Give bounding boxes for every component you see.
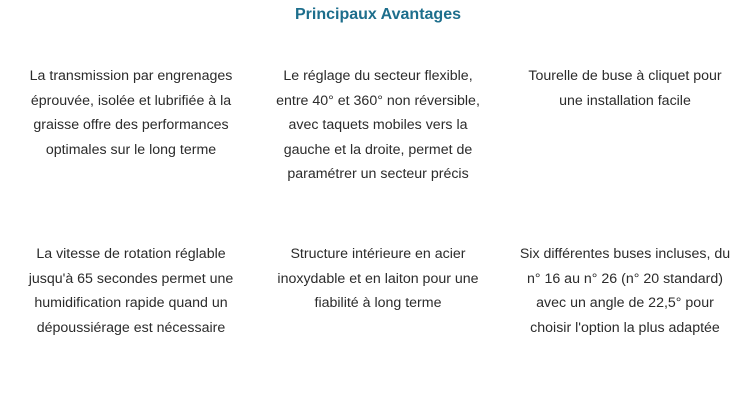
advantage-nozzle-turret: Tourelle de buse à cliquet pour une installation facile [528, 68, 722, 109]
advantages-grid [8, 64, 748, 392]
advantage-included-nozzles: Six différentes buses incluses, du n° 16 au n° 26 (n° 20 standard) avec un angle de 22,5° pour choisir l'option la plus adaptée [519, 246, 731, 336]
advantage-gear-drive: La transmission par engrenages éprouvée, isolée et lubrifiée à la graisse offre des performances optimales sur le long terme [29, 68, 233, 158]
section-title: Principaux Avantages [295, 6, 461, 23]
advantage-rotation-speed: La vitesse de rotation réglable jusqu'à 65 secondes permet une humidification rapide quand un dépoussiérage est nécessaire [28, 246, 234, 336]
advantage-stainless-structure: Structure intérieure en acier inoxydable et en laiton pour une fiabilité à long terme [277, 246, 479, 312]
advantage-arc-adjustment: Le réglage du secteur flexible, entre 40° et 360° non réversible, avec taquets mobiles vers la gauche et la droite, permet de paramétrer un secteur précis [276, 68, 480, 183]
